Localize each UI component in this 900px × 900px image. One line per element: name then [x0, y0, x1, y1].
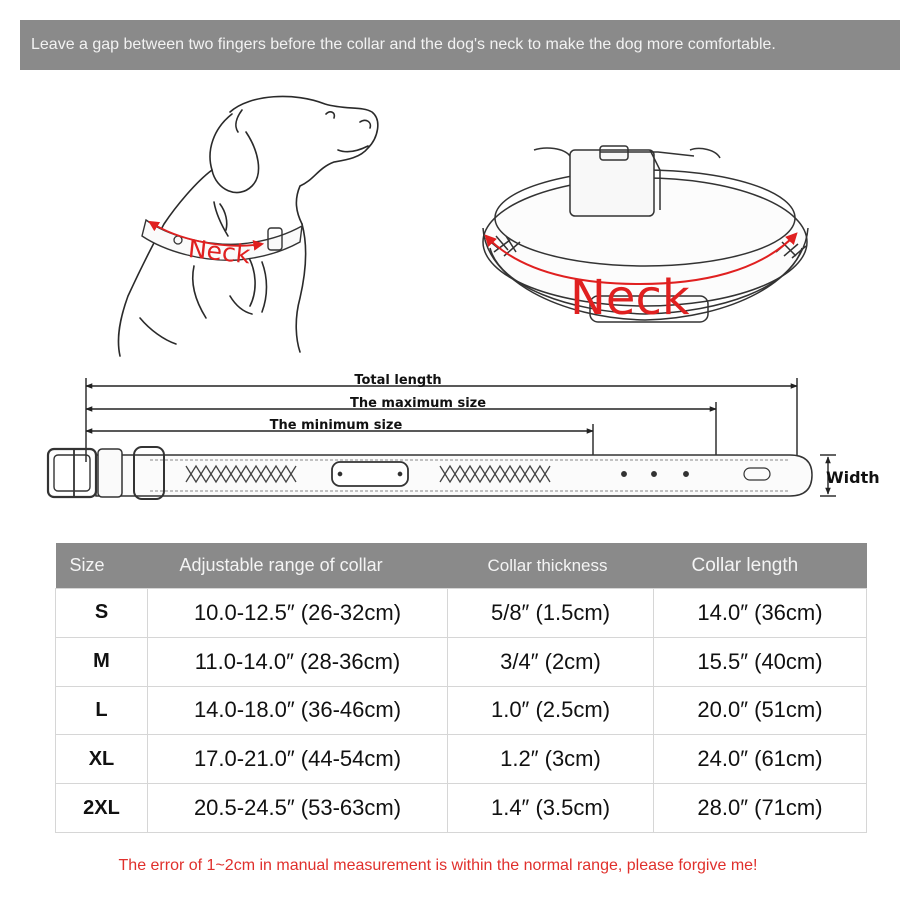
measurement-error-note: The error of 1~2cm in manual measurement is within the normal range, please forgive me!: [118, 857, 758, 874]
length-cell: 14.0″ (36cm): [654, 589, 867, 638]
size-chart-table: [55, 543, 866, 833]
thickness-cell: 1.0″ (2.5cm): [448, 686, 654, 735]
header-size: Size: [56, 543, 148, 589]
range-cell: 11.0-14.0″ (28-36cm): [148, 637, 448, 686]
length-cell: 20.0″ (51cm): [654, 686, 867, 735]
table-row: [56, 686, 867, 735]
table-row: [56, 784, 867, 833]
range-cell: 17.0-21.0″ (44-54cm): [148, 735, 448, 784]
collar-neck-label: Neck: [570, 270, 690, 326]
length-cell: 15.5″ (40cm): [654, 637, 867, 686]
table-header-row: [56, 543, 867, 589]
size-cell: M: [56, 637, 148, 686]
thickness-cell: 5/8″ (1.5cm): [448, 589, 654, 638]
range-cell: 14.0-18.0″ (36-46cm): [148, 686, 448, 735]
table-row: [56, 637, 867, 686]
size-cell: S: [56, 589, 148, 638]
maximum-size-label: The maximum size: [349, 396, 487, 411]
instruction-text: Leave a gap between two fingers before the collar and the dog's neck to make the dog more comfortable.: [31, 36, 776, 53]
range-cell: 10.0-12.5″ (26-32cm): [148, 589, 448, 638]
length-cell: 28.0″ (71cm): [654, 784, 867, 833]
header-adjustable-range: Adjustable range of collar: [148, 543, 448, 589]
table-row: [56, 589, 867, 638]
minimum-size-label: The minimum size: [269, 418, 403, 433]
table-row: [56, 735, 867, 784]
thickness-cell: 1.2″ (3cm): [448, 735, 654, 784]
dog-neck-label: Neck: [186, 233, 252, 270]
header-collar-length: Collar length: [654, 543, 867, 589]
range-cell: 20.5-24.5″ (53-63cm): [148, 784, 448, 833]
size-cell: L: [56, 686, 148, 735]
width-label: Width: [826, 468, 880, 487]
header-collar-thickness: Collar thickness: [448, 543, 654, 589]
length-cell: 24.0″ (61cm): [654, 735, 867, 784]
flat-collar-strap: [48, 447, 812, 499]
thickness-cell: 3/4″ (2cm): [448, 637, 654, 686]
size-cell: XL: [56, 735, 148, 784]
thickness-cell: 1.4″ (3.5cm): [448, 784, 654, 833]
total-length-label: Total length: [354, 373, 442, 388]
size-cell: 2XL: [56, 784, 148, 833]
